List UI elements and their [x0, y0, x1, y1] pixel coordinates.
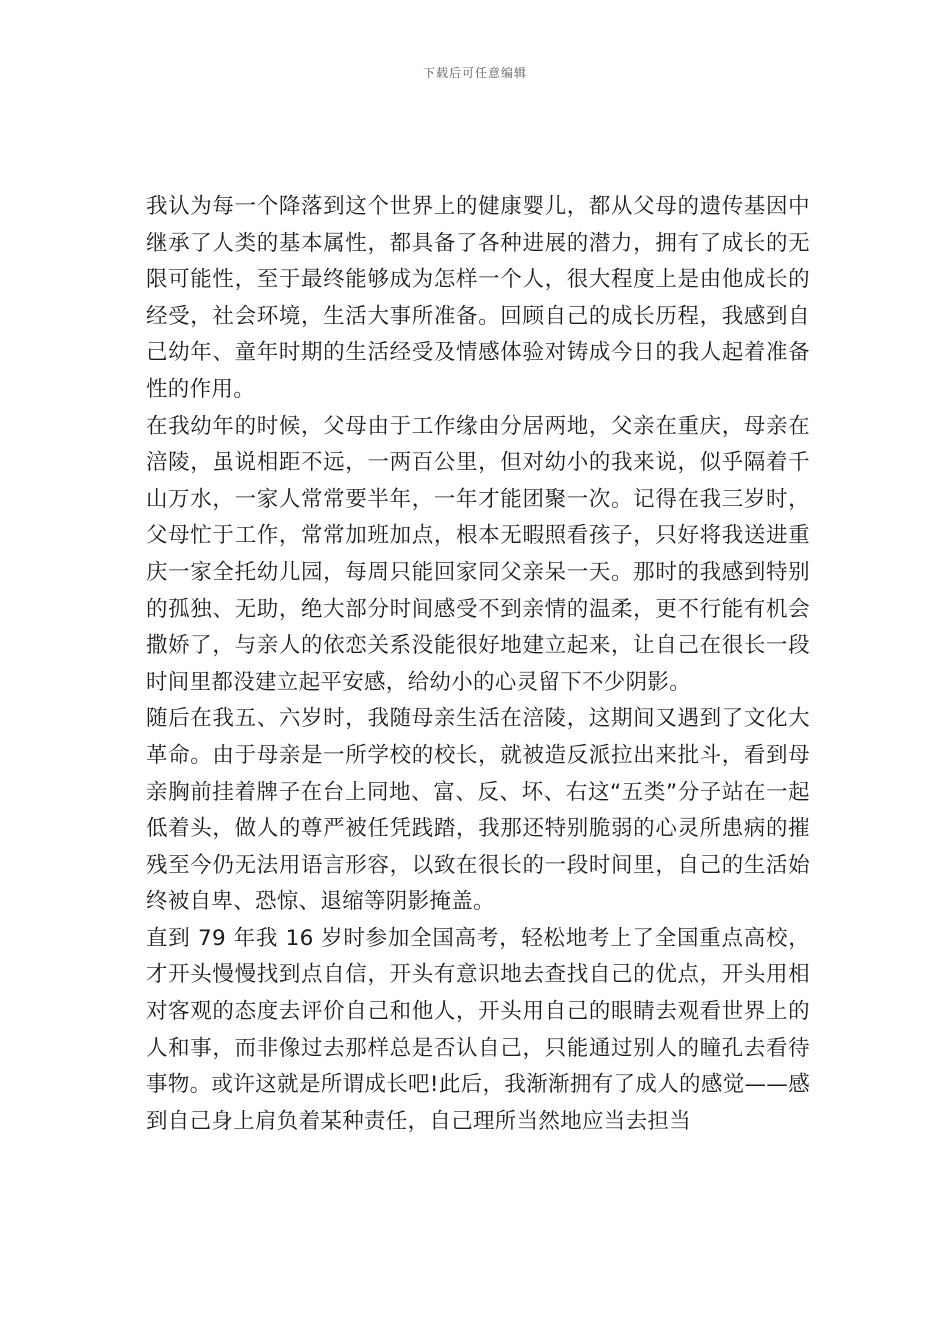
- paragraph-1: 我认为每一个降落到这个世界上的健康婴儿，都从父母的遗传基因中继承了人类的基本属性，都具备了各种进展的潜力，拥有了成长的无限可能性，至于最终能够成为怎样一个人，很大程度上是由他成长的经受，社会环境，生活大事所准备。回顾自己的成长历程，我感到自己幼年、童年时期的生活经受及情感体验对铸成今日的我人起着准备性的作用。: [146, 194, 810, 402]
- page-header: 下载后可任意编辑: [422, 66, 527, 80]
- paragraph-4: 直到 79 年我 16 岁时参加全国高考，轻松地考上了全国重点高校，才开头慢慢找到点自信，开头有意识地去查找自己的优点，开头用相对客观的态度去评价自己和他人，开头用自己的眼睛去观看世界上的人和事，而非像过去那样总是否认自己，只能通过别人的瞳孔去看待事物。或许这就是所谓成长吧!此后，我渐渐拥有了成人的感觉——感到自己身上肩负着某种责任，自己理所当然地应当去担当: [146, 925, 810, 1134]
- paragraph-3: 随后在我五、六岁时，我随母亲生活在涪陵，这期间又遇到了文化大革命。由于母亲是一所学校的校长，就被造反派拉出来批斗，看到母亲胸前挂着牌子在台上同地、富、反、坏、右这“五类”分子站在一起低着头，做人的尊严被任凭践踏，我那还特别脆弱的心灵所患病的摧残至今仍无法用语言形容，以致在很长的一段时间里，自己的生活始终被自卑、恐惊、退缩等阴影掩盖。: [146, 706, 810, 915]
- document-body: [146, 189, 810, 1140]
- paragraph-2: 在我幼年的时候，父母由于工作缘由分居两地，父亲在重庆，母亲在涪陵，虽说相距不远，一两百公里，但对幼小的我来说，似乎隔着千山万水，一家人常常要半年，一年才能团聚一次。记得在我三岁时，父母忙于工作，常常加班加点，根本无暇照看孩子，只好将我送进重庆一家全托幼儿园，每周只能回家同父亲呆一天。那时的我感到特别的孤独、无助，绝大部分时间感受不到亲情的温柔，更不行能有机会撒娇了，与亲人的依恋关系没能很好地建立起来，让自己在很长一段时间里都没建立起平安感，给幼小的心灵留下不少阴影。: [146, 413, 810, 695]
